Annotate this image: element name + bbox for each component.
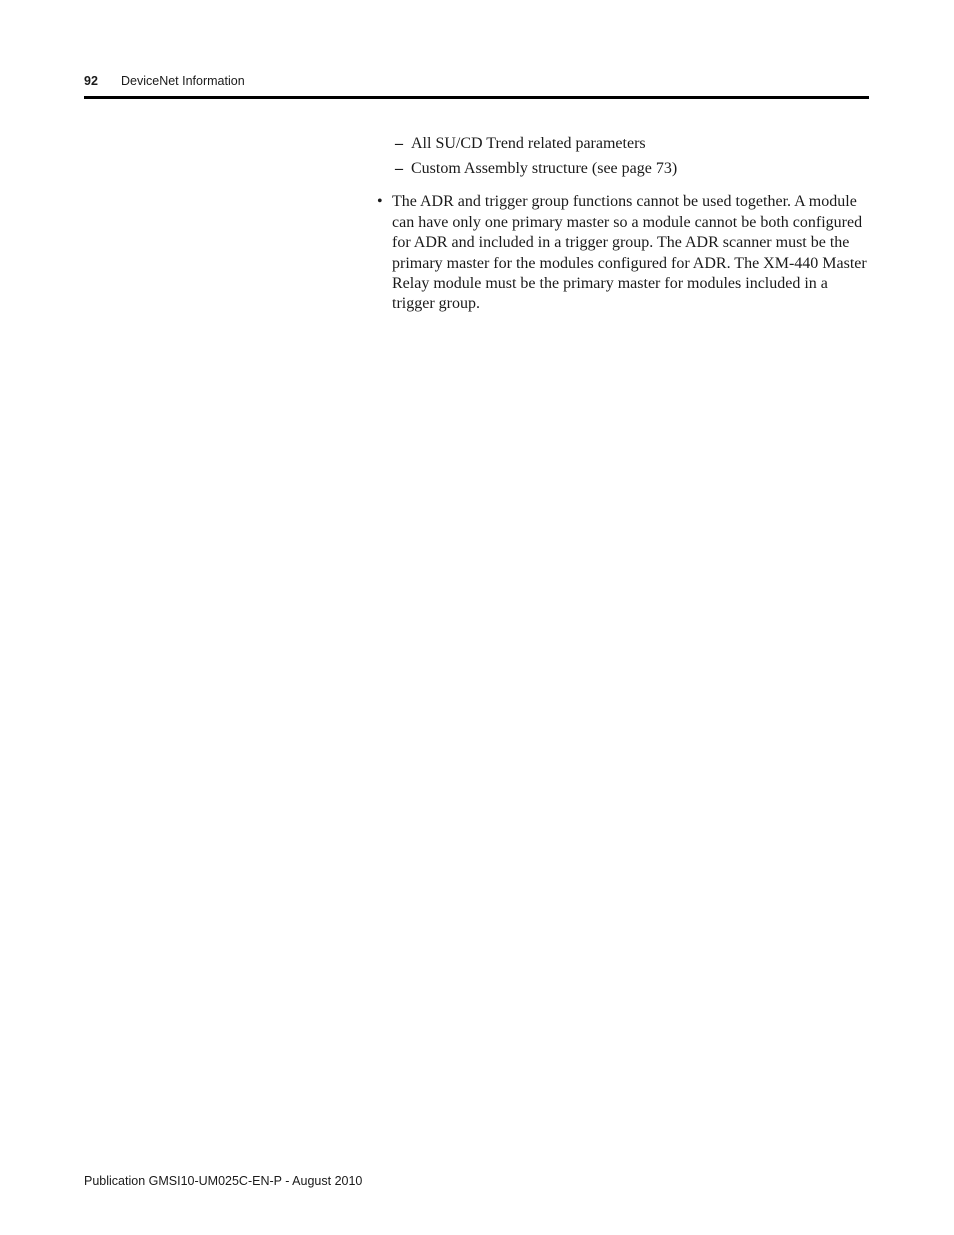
list-item-text: All SU/CD Trend related parameters: [411, 135, 646, 152]
bullet-list: [377, 192, 869, 314]
header-rule: [84, 96, 869, 99]
main-content: [377, 134, 869, 315]
dash-marker: –: [395, 160, 403, 177]
list-item: [395, 159, 869, 179]
bullet-paragraph: The ADR and trigger group functions cannot be used together. A module can have only one primary master so a module cannot be both configured for ADR and included in a trigger group. The ADR scanner must be the primary master for the modules configured for ADR. The XM-440 Master Relay module must be the primary master for modules included in a trigger group.: [392, 193, 867, 313]
sub-item-list: [377, 134, 869, 179]
page-footer: [84, 1174, 362, 1188]
dash-marker: –: [395, 135, 403, 152]
bullet-marker: •: [377, 193, 383, 211]
list-item: [395, 134, 869, 154]
section-title: DeviceNet Information: [121, 74, 245, 88]
page-number: 92: [84, 74, 98, 88]
list-item-text: Custom Assembly structure (see page 73): [411, 160, 678, 177]
publication-info: Publication GMSI10-UM025C-EN-P - August 2010: [84, 1174, 363, 1188]
page-header: [84, 72, 869, 92]
list-item: [377, 192, 869, 314]
